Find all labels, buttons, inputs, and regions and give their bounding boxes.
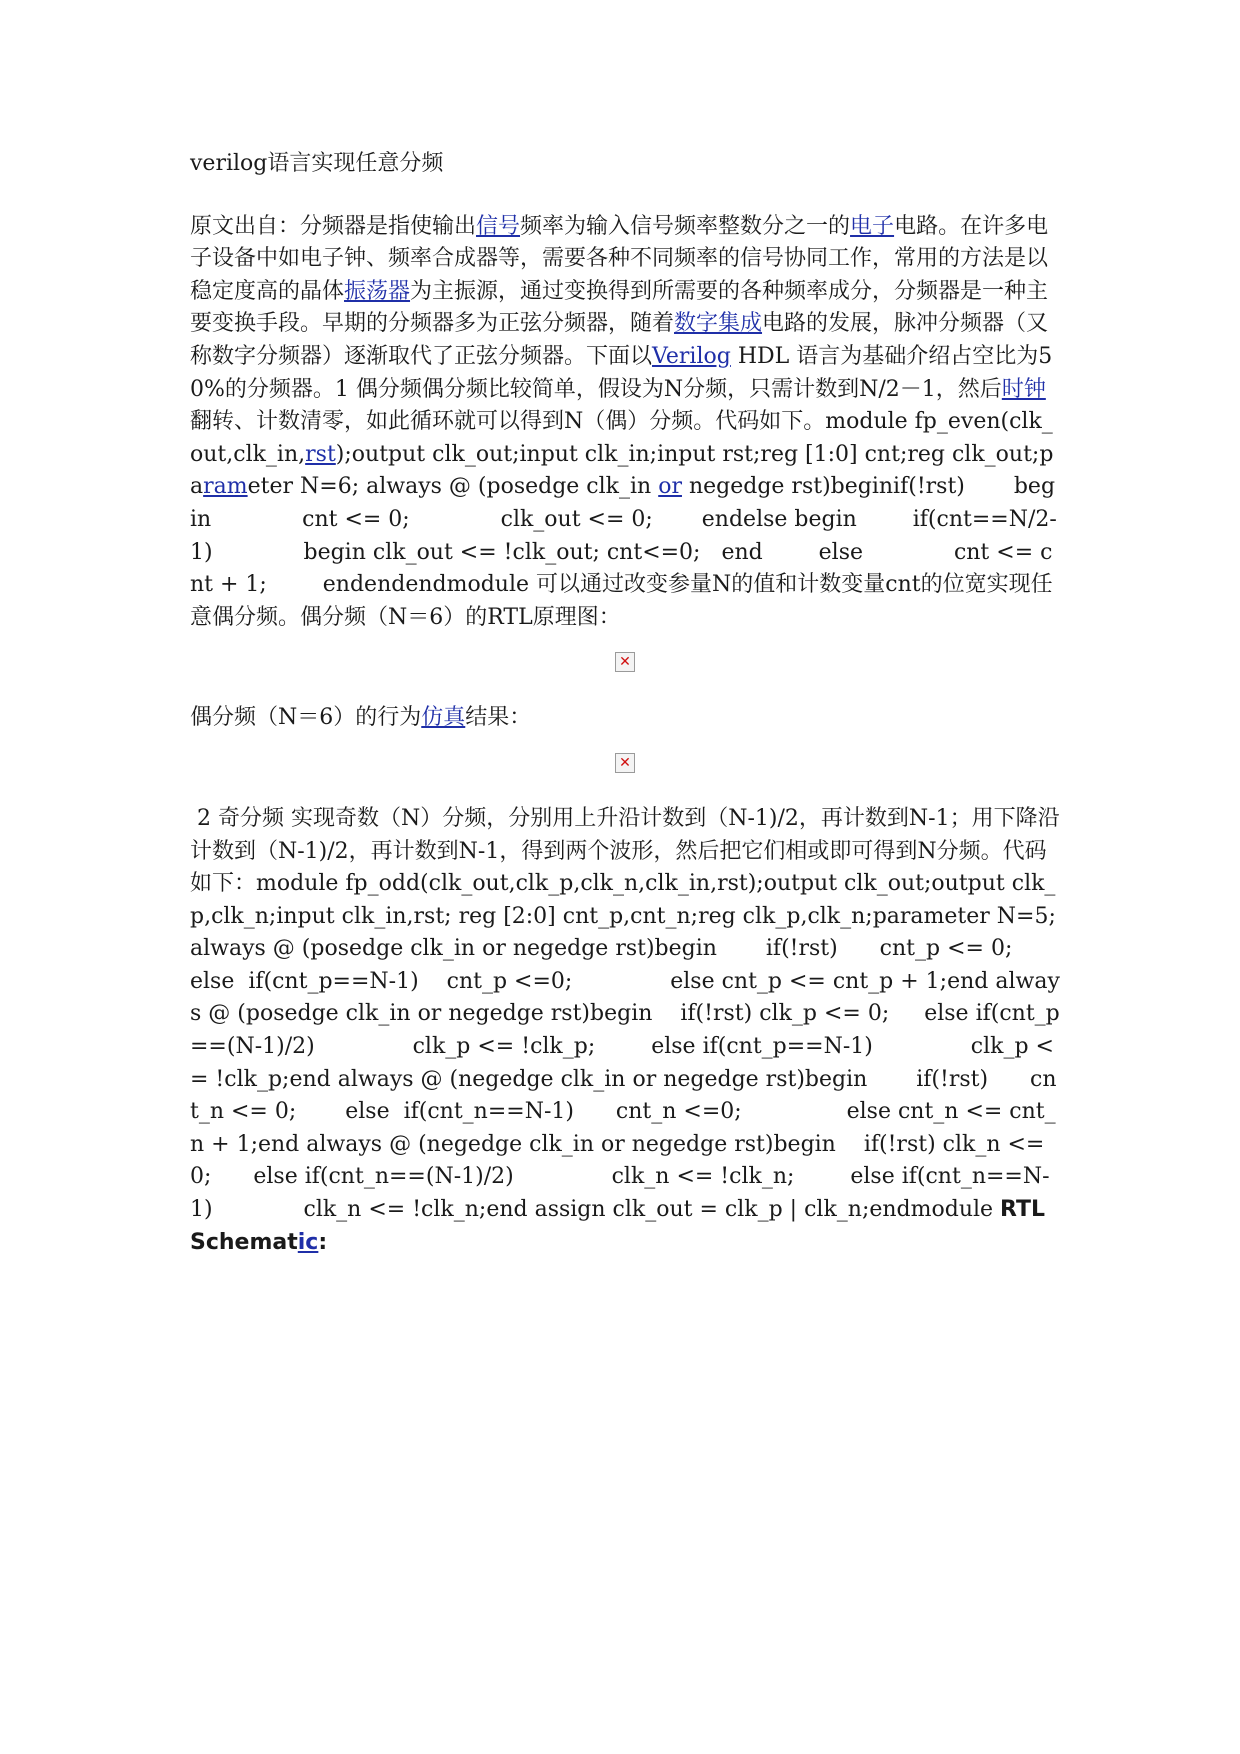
text-run: HDL 语言为基础介绍占空比为50%的分频器。1 偶分频偶分频比较简单，假设为N分频，只需计数到N/2－1，然后 — [190, 343, 1053, 402]
text-run: 原文出自：分频器是指使输出 — [190, 213, 477, 239]
text-run: 为主振源，通过变换得到所需要的各种频率成分，分频器是一种主要变换手段。早期的分频器多为正弦分频器，随着 — [190, 278, 1049, 337]
text-run: 翻转、计数清零，如此循环就可以得到N（偶）分频。代码如下。module fp_even(clk_out,clk_in, — [190, 409, 1053, 467]
text-run: 2 奇分频 实现奇数（N）分频，分别用上升沿计数到（N-1)/2，再计数到N-1；用下降沿计数到（N-1)/2，再计数到N-1，得到两个波形，然后把它们相或即可得到N分频。代码如下：module fp_odd(clk_out,clk_p,clk_n,clk_in,rst);output clk_out;output clk_p,clk_n;input clk_in,rst; reg [2:0] cnt_p,cnt_n;reg clk_p,clk_n;parameter N=5; always @ (posedge clk_in or negedge rst)begin if(!rst) cnt_p <= 0; else if(cnt_p==N-1) cnt_p <=0; else cnt_p <= cnt_p + 1;end always @ (posedge clk_in or negedge rst)begin if(!rst) clk_p <= 0; else if(cnt_p==(N-1)/2) clk_p <= !clk_p; else if(cnt_p==N-1) clk_p <= !clk_p;end always @ (negedge clk_in or negedge rst)begin if(!rst) cnt_n <= 0; else if(cnt_n==N-1) cnt_n <=0; else cnt_n <= cnt_n + 1;end always @ (negedge clk_in or negedge rst)begin if(!rst) clk_n <= 0; else if(cnt_n==(N-1)/2) clk_n <= !clk_n; else if(cnt_n==N-1) clk_n <= !clk_n;end assign clk_out = clk_p | clk_n;endmodule — [190, 805, 1069, 1223]
link-electronic[interactable]: 电子 — [850, 213, 895, 239]
text-run: : — [318, 1229, 328, 1255]
text-run: 电路。在许多电子设备中如电子钟、频率合成器等，需要各种不同频率的信号协同工作，常用的方法是以稳定度高的晶体 — [190, 213, 1049, 304]
link-or[interactable]: or — [658, 474, 682, 500]
text-run: );output clk_out;input clk_in;input rst;reg [1:0] cnt;reg clk_out;pa — [190, 441, 1054, 500]
text-run: 偶分频（N＝6）的行为 — [190, 705, 422, 731]
text-run: 结果： — [465, 705, 532, 731]
link-ic[interactable]: ic — [297, 1229, 319, 1255]
link-oscillator[interactable]: 振荡器 — [344, 278, 411, 304]
text-run: 电路的发展，脉冲分频器（又称数字分频器）逐渐取代了正弦分频器。下面以 — [190, 311, 1049, 369]
simulation-image-placeholder — [190, 753, 1060, 773]
link-digital-integrated[interactable]: 数字集成 — [674, 311, 763, 337]
link-clock[interactable]: 时钟 — [1001, 376, 1046, 402]
document-page — [190, 148, 1069, 1259]
document-title: verilog语言实现任意分频 — [190, 151, 444, 176]
rtl-schematic-label: RTL Schemat — [190, 1197, 1053, 1255]
paragraph-odd-divider — [190, 803, 1069, 1259]
link-simulation[interactable]: 仿真 — [421, 705, 466, 731]
paragraph-simulation-caption — [190, 702, 1060, 735]
paragraph-even-divider — [190, 211, 1060, 635]
link-rst[interactable]: rst — [305, 441, 336, 467]
text-run: 频率为输入信号频率整数分之一的 — [520, 213, 851, 239]
rtl-schematic-image-placeholder — [190, 652, 1060, 672]
text-run: eter N=6; always @ (posedge clk_in — [247, 474, 659, 500]
broken-image-icon: ✕ — [615, 652, 635, 672]
link-signal[interactable]: 信号 — [476, 213, 521, 239]
link-ram[interactable]: ram — [203, 474, 248, 500]
text-run: negedge rst)beginif(!rst) begin cnt <= 0; clk_out <= 0; endelse begin if(cnt==N/2-1) begin clk_out <= !clk_out; cnt<=0; end else cnt <= cnt + 1; endendendmodule 可以通过改变参量N的值和计数变量cnt的位宽实现任意偶分频。偶分频（N＝6）的RTL原理图： — [190, 474, 1057, 630]
broken-image-icon: ✕ — [615, 753, 635, 773]
link-verilog[interactable]: Verilog — [652, 343, 731, 369]
